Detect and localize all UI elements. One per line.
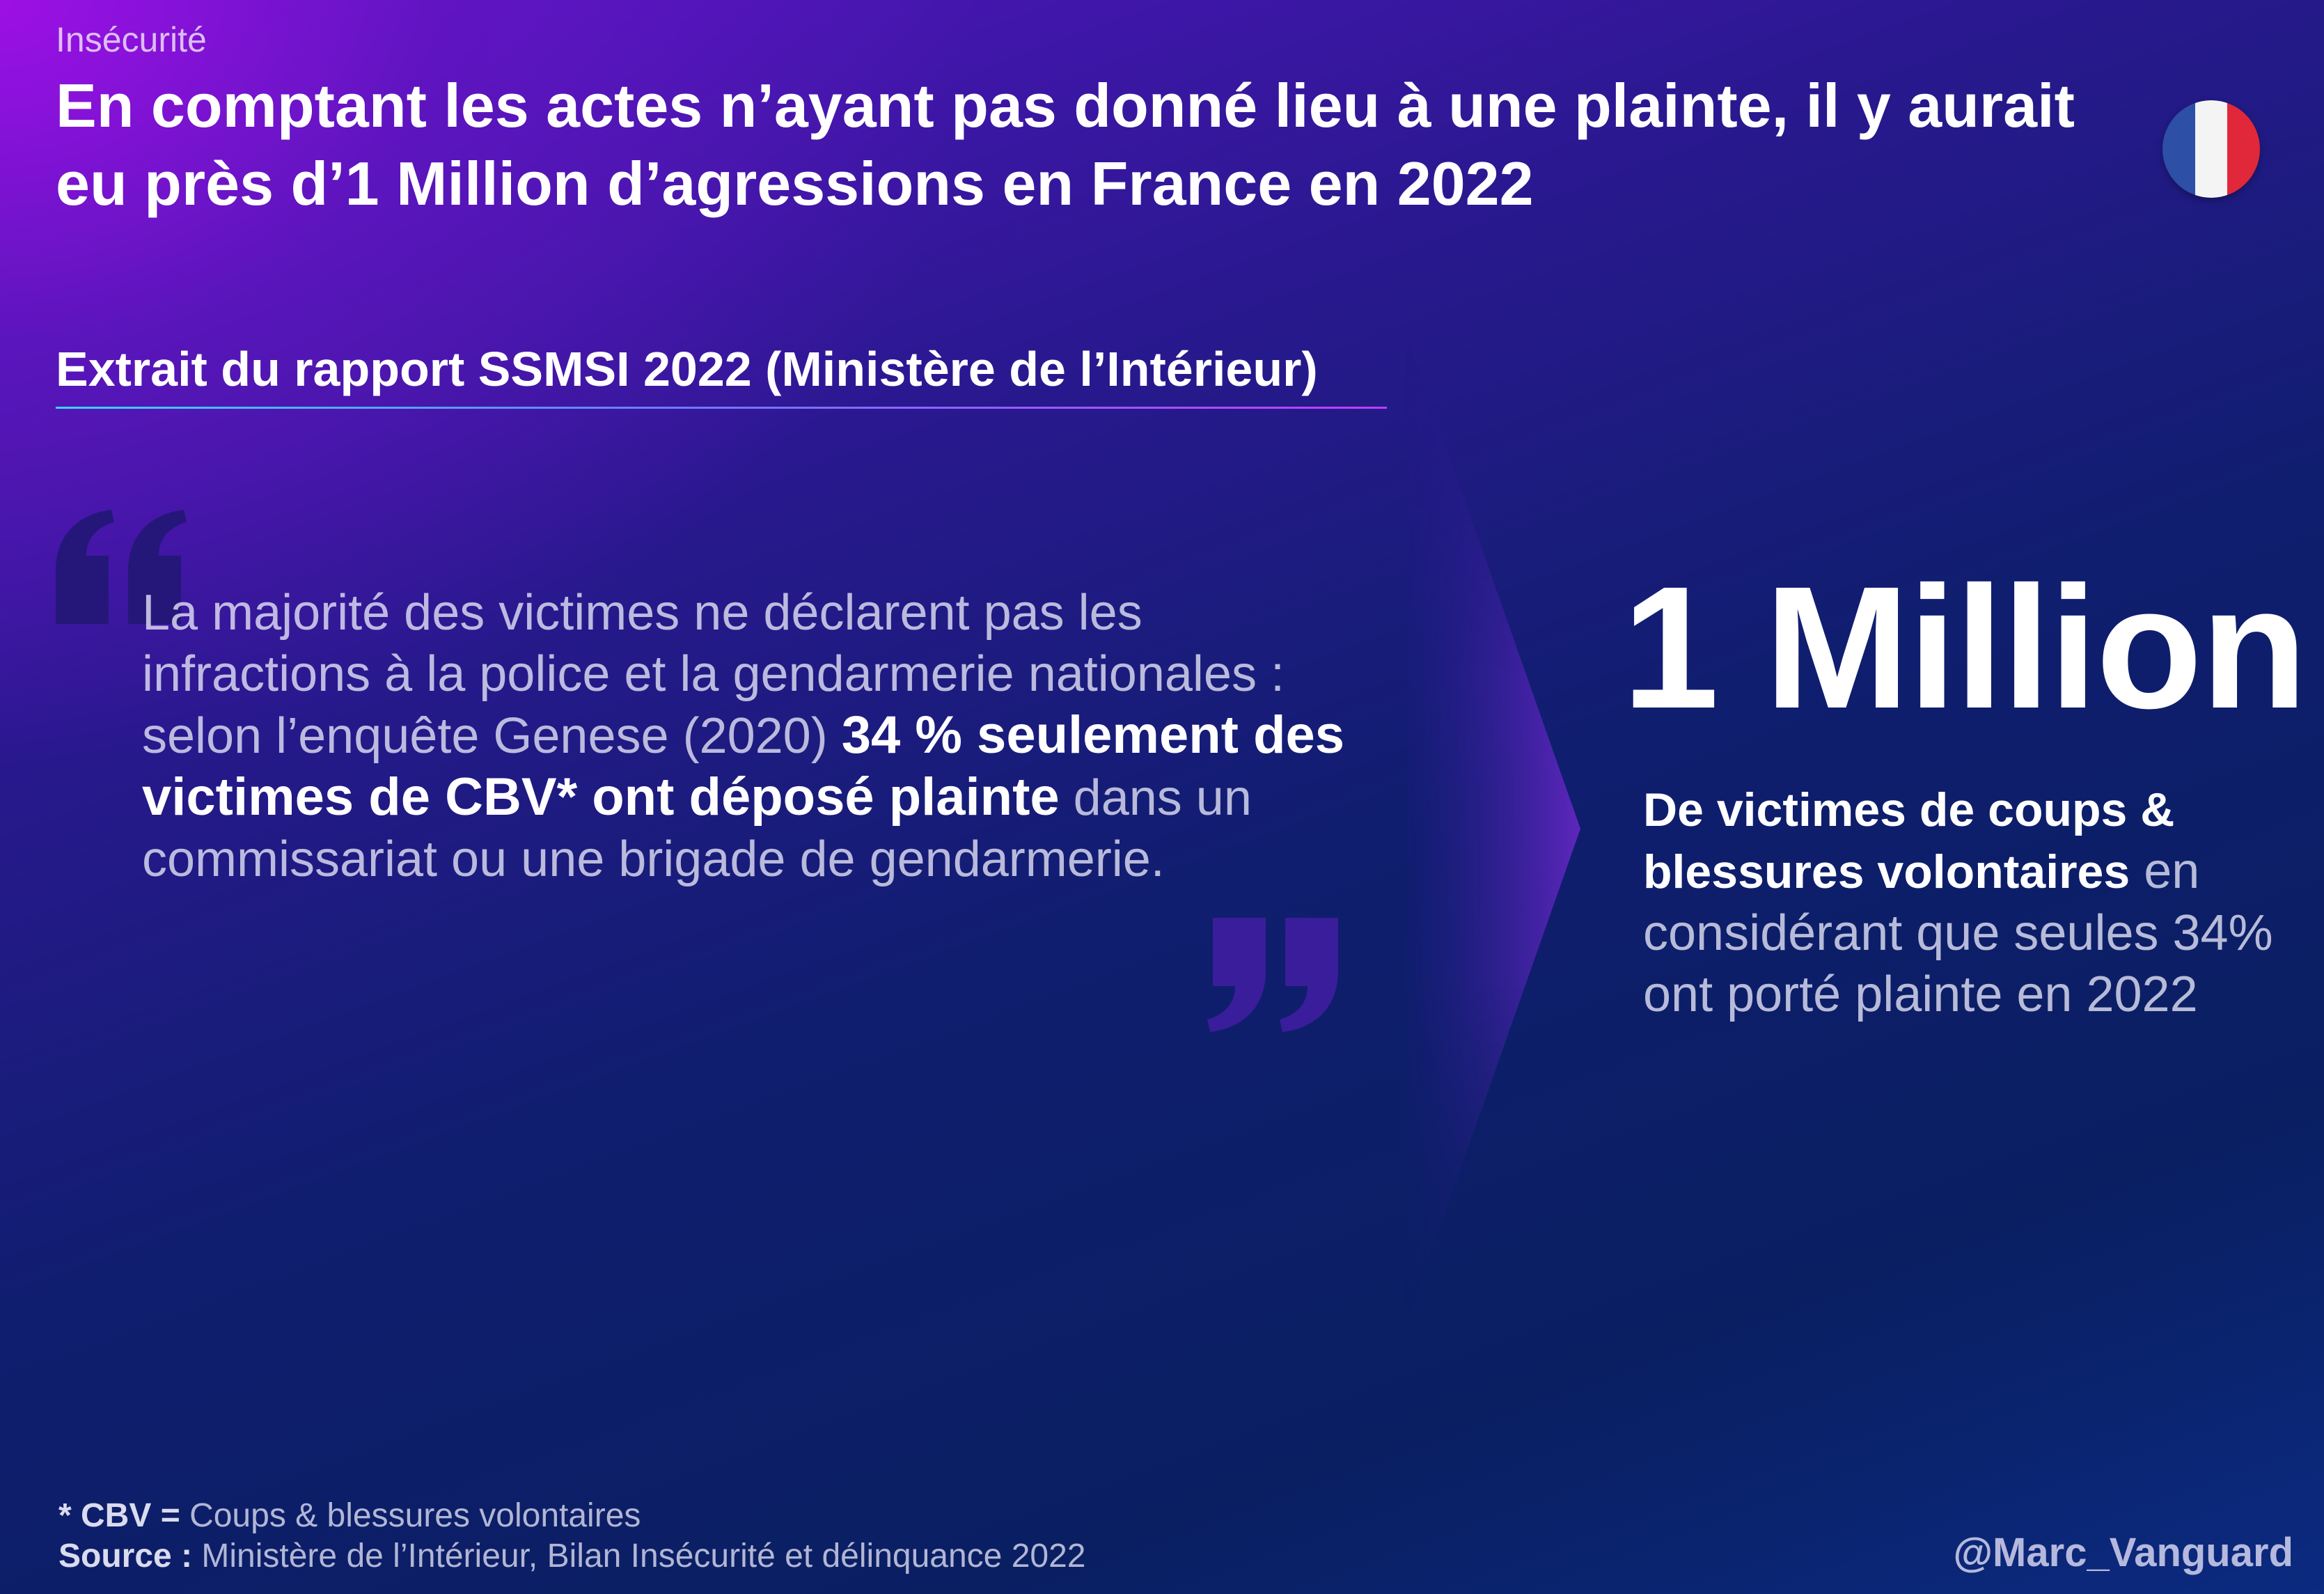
- quote-text-bold: 34 % seulement des victimes de CBV* ont déposé plainte: [142, 705, 1345, 827]
- close-quote-icon: [1204, 903, 1344, 1035]
- source-label: Source :: [58, 1538, 193, 1575]
- france-flag-icon: [2162, 100, 2260, 198]
- cbv-label: * CBV =: [58, 1497, 180, 1534]
- category-label: Insécurité: [56, 20, 207, 59]
- highlight-description: [1643, 779, 2284, 1025]
- highlight-desc-bold: De victimes de coups & blessures volontaires: [1643, 783, 2175, 898]
- quote-text-part2: dans un commissariat ou une brigade de gendarmerie.: [142, 770, 1252, 887]
- highlight-desc-rest: en considérant que seules 34% ont porté plainte en 2022: [1643, 843, 2273, 1022]
- author-handle: @Marc_Vanguard: [1953, 1530, 2293, 1575]
- subtitle-underline: [56, 407, 1387, 409]
- report-subtitle: Extrait du rapport SSMSI 2022 (Ministère de l’Intérieur): [56, 342, 1318, 396]
- footnotes: [58, 1496, 1085, 1577]
- chevron-divider-icon: [1406, 334, 1587, 1323]
- quote-text: [142, 582, 1367, 890]
- headline: En comptant les actes n’ayant pas donné lieu à une plainte, il y aurait eu près d’1 Million d’agressions en France en 2022: [56, 71, 2075, 218]
- cbv-text: Coups & blessures volontaires: [180, 1497, 641, 1534]
- highlight-number: 1 Million: [1622, 550, 2306, 744]
- source-text: Ministère de l’Intérieur, Bilan Insécurité et délinquance 2022: [192, 1538, 1086, 1575]
- quote-text-part1: La majorité des victimes ne déclarent pas les infractions à la police et la gendarmerie nationales : selon l’enquête Genese (2020): [142, 585, 1285, 764]
